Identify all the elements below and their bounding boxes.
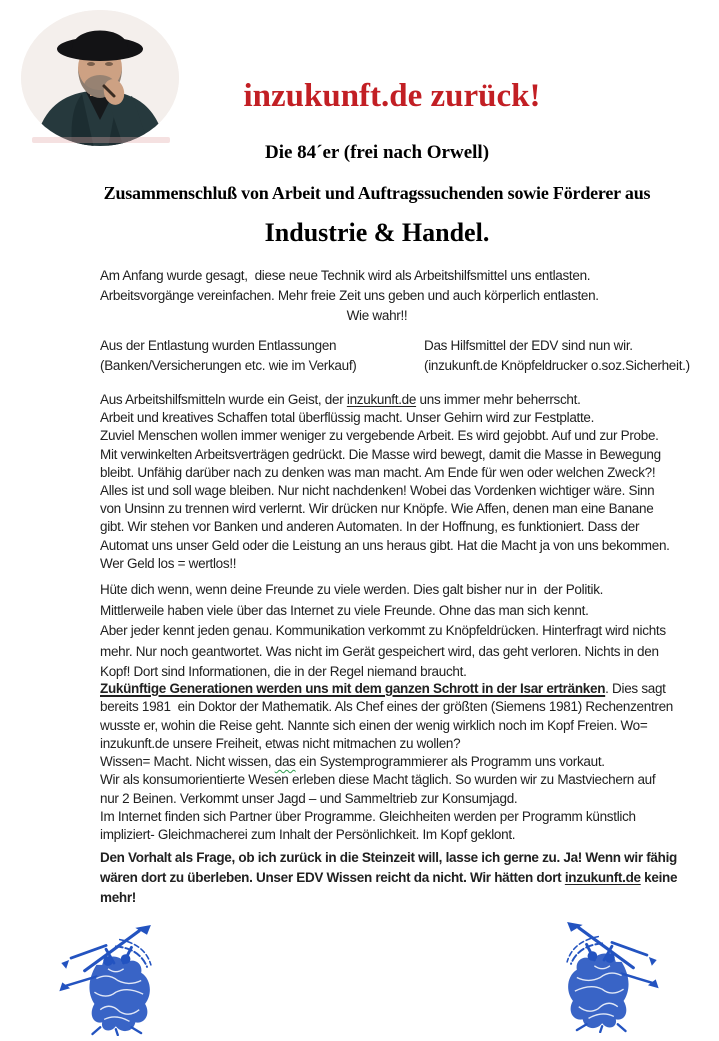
text-segment: bleibt. Unfähig darüber nach zu denken was man macht. Am Ende für wen oder welchen Zweck?! <box>100 464 656 480</box>
engraving-image-mirrored <box>556 921 660 1033</box>
paragraph-intro <box>100 266 654 327</box>
text-segment: mehr! <box>100 890 137 905</box>
text-segment: gibt. Wir stehen vor Banken und anderen Automaten. In der Hoffnung, es funktioniert. Dass der <box>100 519 640 535</box>
text-line <box>100 753 673 771</box>
text-line <box>100 848 677 868</box>
text-line <box>100 555 670 573</box>
emphasized-text: Zukünftige Generationen werden uns mit dem ganzen Schrott in der Isar ertränken <box>100 681 606 696</box>
text-line <box>100 808 673 826</box>
text-line <box>100 500 670 518</box>
text-line <box>100 580 666 601</box>
text-segment: wusste er, wohin die Reise geht. Nannte sich einen der wenig wirklich noch im Kopf Freien. Wo= <box>100 717 648 733</box>
text-line <box>100 735 673 753</box>
text-line <box>100 680 673 698</box>
text-segment: Hüte dich wenn, wenn deine Freunde zu viele werden. Dies galt bisher nur in der Politik. <box>100 582 604 597</box>
text-line <box>100 518 670 536</box>
text-segment: Aber jeder kennt jeden genau. Kommunikation verkommt zu Knöpfeldrücken. Hinterfragt wird nichts <box>100 623 666 639</box>
paragraph-column-right <box>424 336 690 376</box>
inzukunft-link[interactable]: inzukunft.de <box>564 870 641 885</box>
paragraph-main <box>100 391 670 573</box>
text-line <box>100 356 357 376</box>
text-segment: Wer Geld los = wertlos!! <box>100 555 237 571</box>
text-line <box>100 868 677 888</box>
text-line <box>100 790 673 808</box>
text-line <box>424 356 690 376</box>
text-segment: Arbeit und kreatives Schaffen total überflüssig macht. Unser Gehirn wird zur Festplatte. <box>100 410 595 426</box>
text-line <box>100 888 677 908</box>
inzukunft-link[interactable]: inzukunft.de <box>346 392 417 407</box>
text-segment: Kopf! Dort sind Informationen, die in der Regel niemand braucht. <box>100 664 467 680</box>
text-line <box>100 621 666 642</box>
text-segment: inzukunft.de unsere Freiheit, etwas nicht mitmachen zu wollen? <box>100 735 461 751</box>
text-line <box>100 698 673 716</box>
text-line <box>100 826 673 844</box>
text-line <box>100 717 673 735</box>
text-segment: Mittlerweile haben viele über das Internet zu viele Freunde. Ohne das man sich kennt. <box>100 602 589 618</box>
text-segment: Aus der Entlastung wurden Entlassungen <box>100 338 337 353</box>
battle-engraving-left <box>58 924 162 1036</box>
text-line <box>100 446 670 464</box>
text-segment: Das Hilfsmittel der EDV sind nun wir. <box>424 338 633 353</box>
text-line <box>100 391 670 409</box>
engraving-image <box>58 924 162 1036</box>
paragraph-closing <box>100 848 677 908</box>
paragraph-future <box>100 680 673 845</box>
text-segment: Automat uns unser Geld oder die Leistung an uns heraus gibt. Hat die Macht ja von uns bekommen. <box>100 537 670 553</box>
text-line <box>100 537 670 555</box>
text-line <box>100 266 654 286</box>
text-segment: Am Anfang wurde gesagt, diese neue Technik wird als Arbeitshilfsmittel uns entlasten. <box>100 268 591 283</box>
text-line <box>100 286 654 306</box>
text-line <box>100 409 670 427</box>
page-title: inzukunft.de zurück! <box>243 78 541 114</box>
text-line <box>100 771 673 789</box>
text-segment: von Unsinn zu trennen wird verlernt. Wir drücken nur Knöpfe. Wie Affen, denen man eine Banane <box>100 501 654 517</box>
text-line <box>424 336 690 356</box>
text-line <box>100 464 670 482</box>
subtitle-orwell: Die 84´er (frei nach Orwell) <box>264 142 490 163</box>
text-segment: Mit verwinkelten Arbeitsverträgen gedrückt. Die Masse wird bewegt, damit die Masse in Bewegung <box>100 446 661 462</box>
text-segment: Zuviel Menschen wollen immer weniger zu vergebende Arbeit. Es wird gejobbt. Auf und zur Probe. <box>100 428 659 444</box>
text-segment: impliziert- Gleichmacherei zum Inhalt der Persönlichkeit. Im Kopf geklont. <box>100 827 516 843</box>
text-segment: Alles ist und soll wage bleiben. Nur nicht nachdenken! Wobei das Vordenken wichtiger wäre. Sinn <box>100 483 655 499</box>
battle-engraving-right <box>556 921 660 1033</box>
text-line <box>100 601 666 622</box>
text-line <box>100 642 666 663</box>
subtitle-industry: Industrie & Handel. <box>264 218 490 247</box>
text-segment: ein Systemprogrammierer als Programm uns vorkaut. <box>295 754 605 770</box>
text-segment: Aus Arbeitshilfsmitteln wurde ein Geist, der <box>100 392 347 407</box>
text-segment: Den Vorhalt als Frage, ob ich zurück in die Steinzeit will, lasse ich gerne zu. Ja! Wenn wir fähig <box>100 850 677 865</box>
paragraph-column-left <box>100 336 357 376</box>
text-segment: bereits 1981 ein Doktor der Mathematik. Als Chef eines der größten (Siemens 1981) Rechenzentren <box>100 699 674 715</box>
text-segment: wären dort zu überleben. Unser EDV Wissen reicht da nicht. Wir hätten dort <box>100 870 565 885</box>
text-line <box>100 306 654 326</box>
paragraph-friends <box>100 580 666 683</box>
text-segment: Wir als konsumorientierte Wesen erleben diese Macht täglich. So wurden wir zu Mastviechern auf <box>100 772 656 788</box>
text-segment: Wissen= Macht. Nicht wissen, <box>100 754 275 770</box>
text-segment: Im Internet finden sich Partner über Programme. Gleichheiten werden per Programm künstlich <box>100 809 636 825</box>
text-segment: nur 2 Beinen. Verkommt unser Jagd – und Sammeltrieb zur Konsumjagd. <box>100 790 518 806</box>
text-segment: keine <box>640 870 678 885</box>
text-segment: (inzukunft.de Knöpfeldrucker o.soz.Sicherheit.) <box>424 358 690 373</box>
subtitle-association: Zusammenschluß von Arbeit und Auftragssuchenden sowie Förderer aus <box>103 183 651 203</box>
text-line <box>100 427 670 445</box>
text-segment: . Dies sagt <box>605 681 666 696</box>
text-segment: mehr. Nur noch geantwortet. Was nicht im Gerät gespeichert wird, das geht verloren. Nichts in den <box>100 643 659 659</box>
text-segment: (Banken/Versicherungen etc. wie im Verkauf) <box>100 358 357 373</box>
text-line <box>100 482 670 500</box>
text-line <box>100 336 357 356</box>
text-segment: Arbeitsvorgänge vereinfachen. Mehr freie Zeit uns geben und auch körperlich entlasten. <box>100 288 599 304</box>
text-segment: Wie wahr!! <box>346 308 408 324</box>
spellcheck-flagged-word: das <box>274 754 296 770</box>
text-segment: uns immer mehr beherrscht. <box>416 392 581 407</box>
